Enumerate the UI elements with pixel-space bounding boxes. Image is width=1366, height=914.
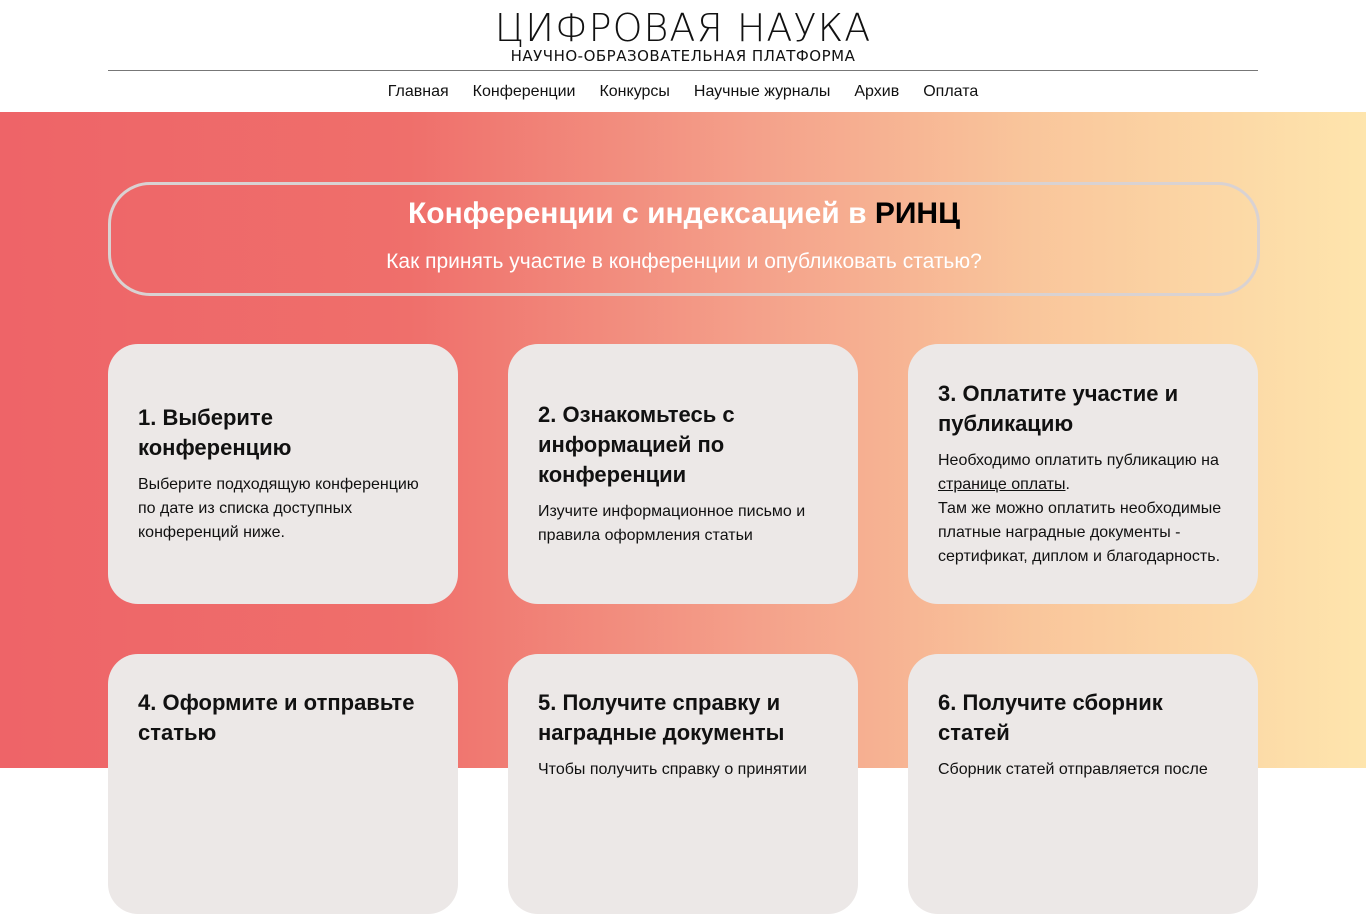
step-card-3 — [908, 344, 1258, 604]
site-header — [0, 0, 1366, 112]
step-card-title: 5. Получите справку и наградные документы — [538, 690, 785, 745]
nav-item-payment[interactable]: Оплата — [923, 83, 979, 100]
conference-banner — [108, 182, 1260, 296]
banner-subtitle: Как принять участие в конференции и опубликовать статью? — [386, 250, 982, 273]
logo-subtitle: НАУЧНО-ОБРАЗОВАТЕЛЬНАЯ ПЛАТФОРМА — [510, 47, 856, 65]
step-card-title: 3. Оплатите участие и публикацию — [938, 381, 1179, 436]
header-divider — [108, 70, 1258, 71]
step-card-text: Выберите подходящую конференцию по дате из списка доступных конференций ниже. — [138, 476, 419, 541]
payment-page-link[interactable]: странице оплаты — [938, 476, 1066, 493]
payment-text-end: . — [1065, 476, 1070, 493]
site-logo[interactable] — [0, 8, 1366, 64]
nav-item-conferences[interactable]: Конференции — [472, 83, 576, 100]
banner-title-highlight: РИНЦ — [874, 197, 961, 230]
nav-item-journals[interactable]: Научные журналы — [693, 83, 831, 100]
step-card-5 — [508, 654, 858, 914]
step-card-title: 2. Ознакомьтесь с информацией по конференции — [538, 402, 735, 487]
step-card-title: 6. Получите сборник статей — [938, 690, 1163, 745]
banner-title — [111, 197, 1257, 231]
hero-section — [0, 112, 1366, 778]
main-nav — [0, 82, 1366, 102]
step-card-text: Изучите информационное письмо и правила оформления статьи — [538, 503, 806, 544]
step-card-text: Чтобы получить справку о принятии — [538, 761, 807, 778]
step-card-4 — [108, 654, 458, 914]
payment-text-extra: Там же можно оплатить необходимые платные наградные документы - сертификат, диплом и благодарность. — [938, 500, 1222, 565]
step-card-title: 1. Выберите конференцию — [138, 405, 292, 460]
nav-item-home[interactable]: Главная — [387, 83, 449, 100]
step-card-2 — [508, 344, 858, 604]
logo-title: ЦИФРОВАЯ НАУКА — [494, 6, 872, 50]
step-card-text — [938, 449, 1228, 569]
step-card-text: Сборник статей отправляется после — [938, 761, 1208, 778]
nav-item-contests[interactable]: Конкурсы — [599, 83, 670, 100]
payment-text: Необходимо оплатить публикацию на — [938, 452, 1219, 469]
banner-title-main: Конференции с индексацией в — [407, 197, 867, 230]
step-card-1 — [108, 344, 458, 604]
nav-item-archive[interactable]: Архив — [854, 83, 900, 100]
step-card-6 — [908, 654, 1258, 914]
step-card-title: 4. Оформите и отправьте статью — [138, 690, 415, 745]
